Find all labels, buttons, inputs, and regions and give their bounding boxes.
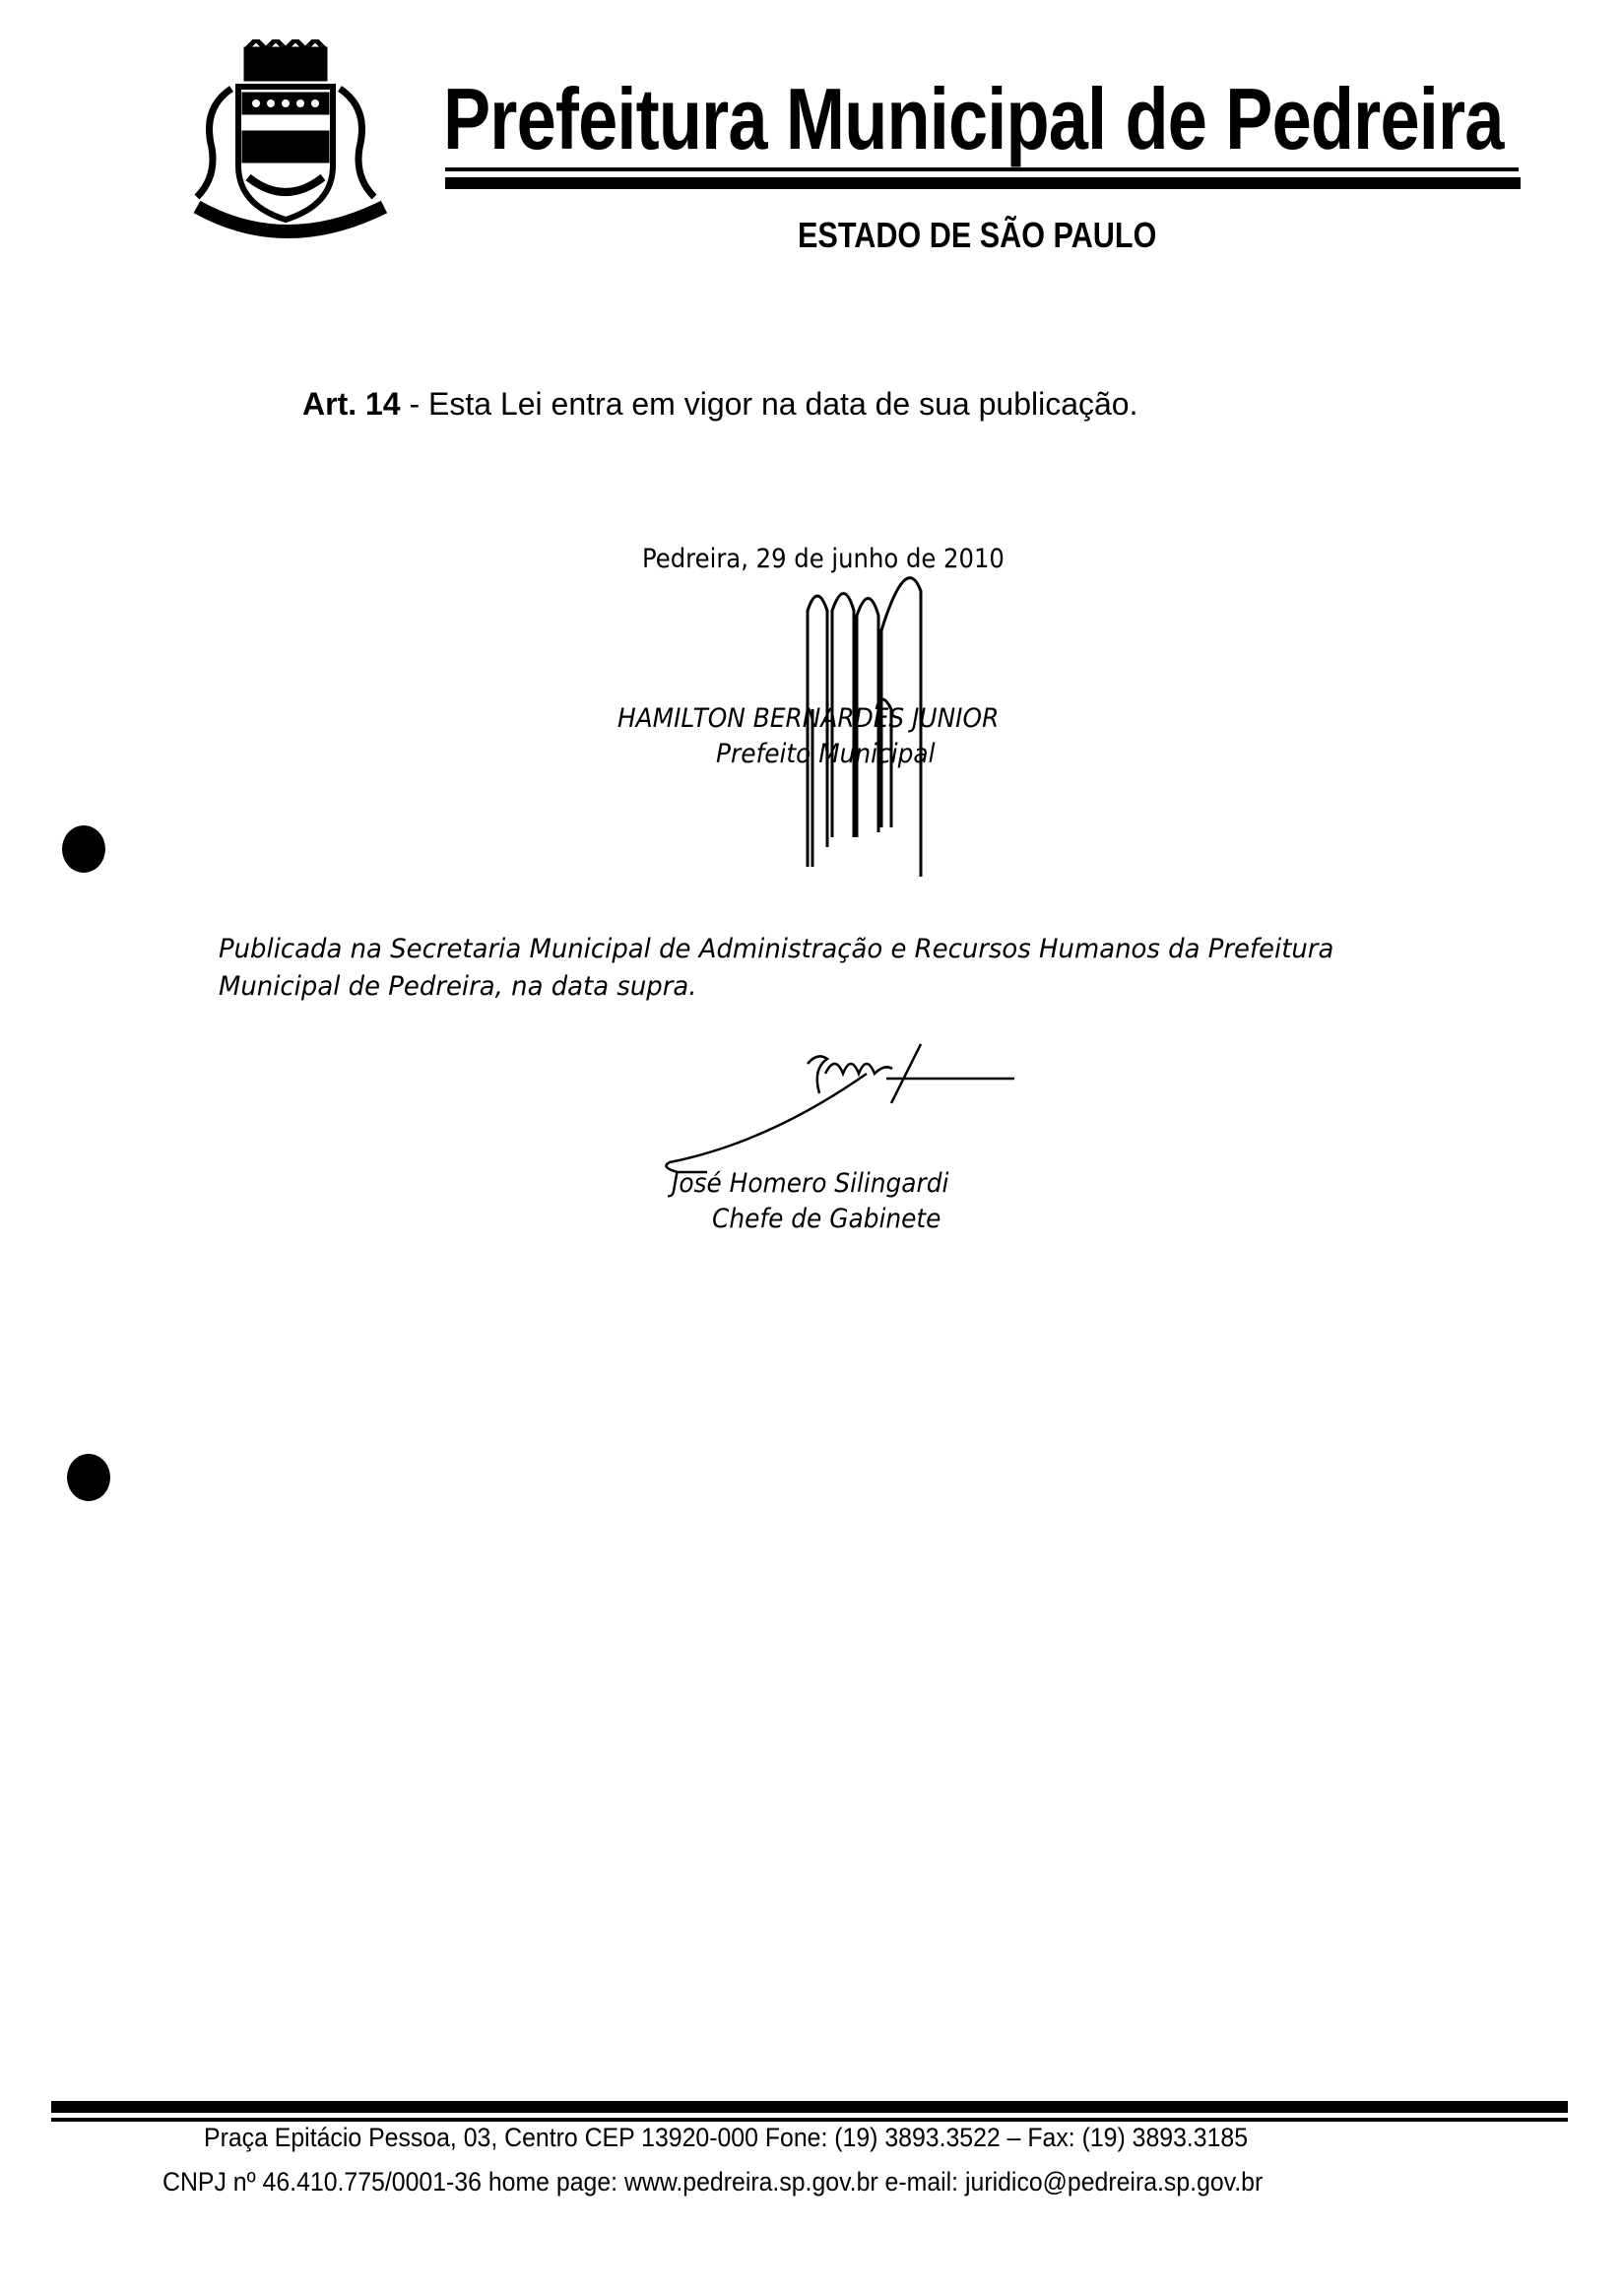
footer-rule-thick [51,2101,1568,2113]
place-date: Pedreira, 29 de junho de 2010 [642,544,1005,574]
page-subtitle: ESTADO DE SÃO PAULO [798,215,1157,255]
article-label: Art. 14 [302,386,401,422]
publication-note: Publicada na Secretaria Municipal de Administração e Recursos Humanos da Prefeitura Municipal de Pedreira, na data supra. [219,934,1334,1002]
article-14 [302,386,1137,423]
punch-hole [67,1454,110,1501]
second-signatory-title: Chefe de Gabinete [712,1204,941,1234]
signatory-name: HAMILTON BERNARDES JUNIOR [617,703,1000,734]
page-title: Prefeitura Municipal de Pedreira [443,70,1504,167]
footer-address: Praça Epitácio Pessoa, 03, Centro CEP 13920-000 Fone: (19) 3893.3522 – Fax: (19) 3893.3185 [204,2123,1249,2152]
footer-contact: CNPJ nº 46.410.775/0001-36 home page: www.pedreira.sp.gov.br e-mail: juridico@pedreira.sp.gov.br [162,2167,1264,2197]
article-text: - Esta Lei entra em vigor na data de sua publicação. [400,386,1138,422]
second-signatory-name: José Homero Silingardi [672,1168,949,1199]
header-rule-thin [445,167,1519,171]
signatory-title: Prefeito Municipal [716,739,936,769]
header-rule-thick [445,177,1521,189]
footer-rule-thin [51,2118,1568,2122]
punch-hole [62,825,105,873]
coat-of-arms-logo [177,39,404,241]
